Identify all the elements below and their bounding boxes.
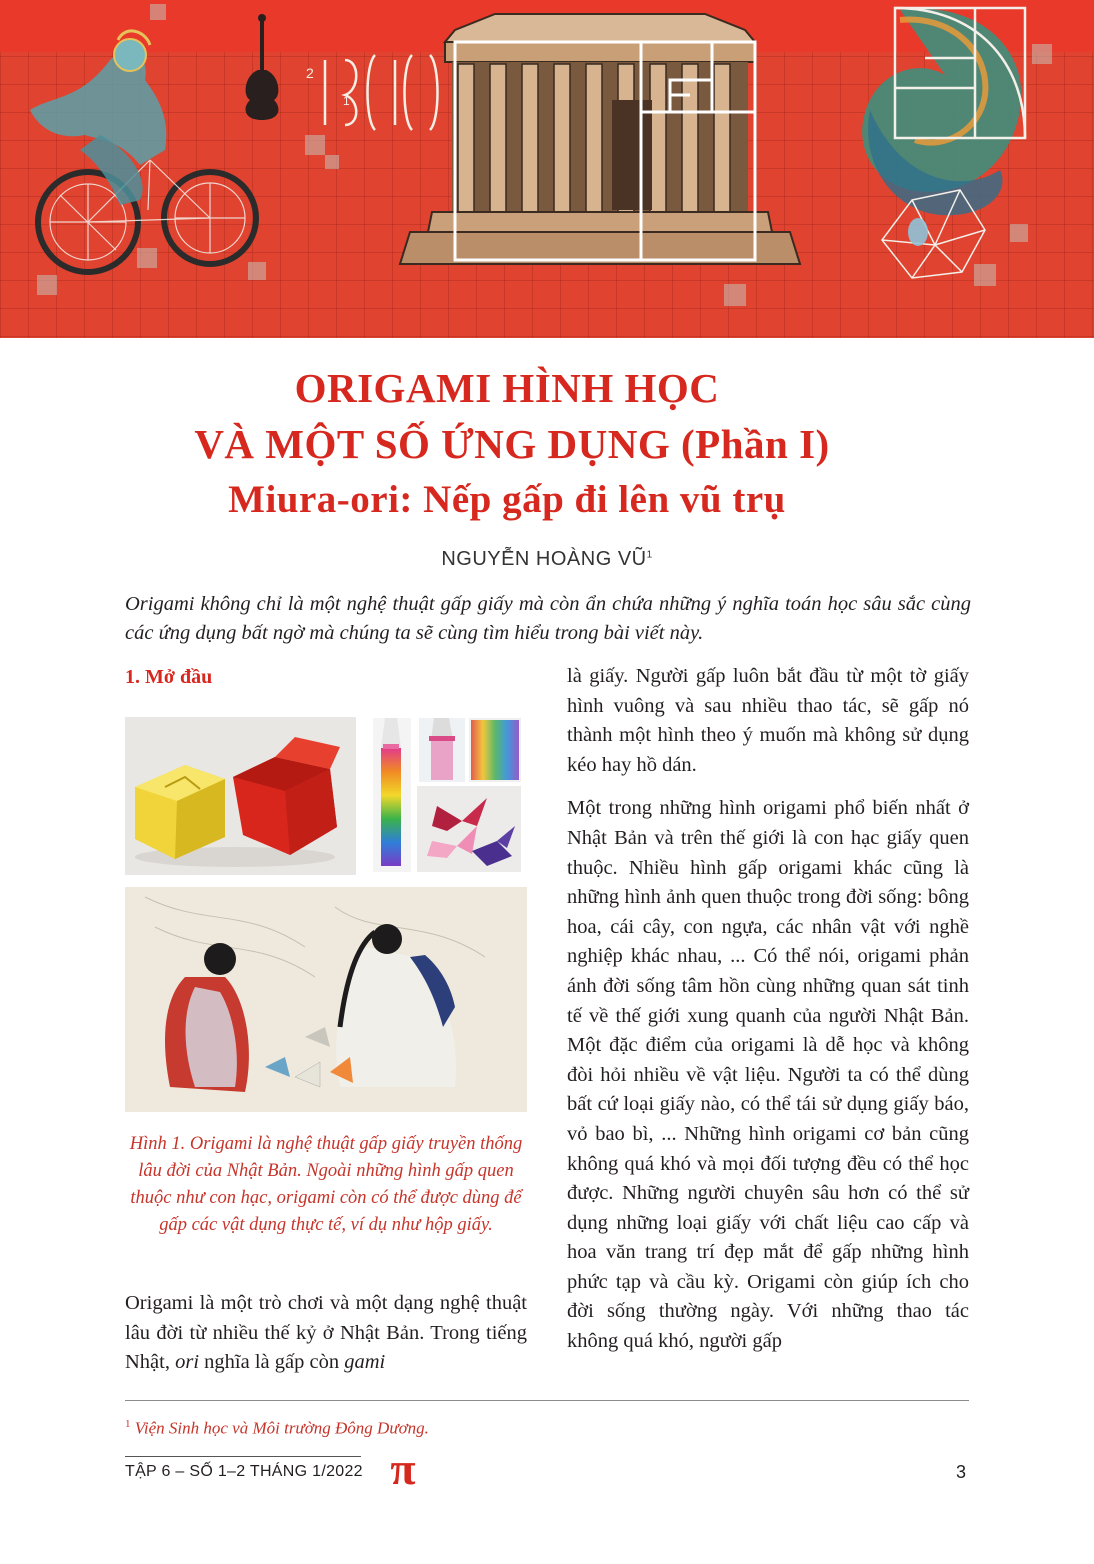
left-column bbox=[125, 662, 527, 692]
rainbow-cranes-photo bbox=[469, 718, 521, 782]
left-column-body bbox=[125, 1289, 527, 1378]
painting-girls-folding-cranes bbox=[125, 887, 527, 1112]
paper-cranes-photo bbox=[417, 786, 521, 872]
nautilus-shell-illustration bbox=[862, 8, 1025, 278]
cyclist-illustration bbox=[30, 31, 256, 272]
title-line-1: ORIGAMI HÌNH HỌC bbox=[294, 365, 720, 411]
footnote-mark: 1 bbox=[125, 1418, 131, 1430]
page-number: 3 bbox=[956, 1462, 967, 1482]
figure-caption: Hình 1. Origami là nghệ thuật gấp giấy truyền thống lâu đời của Nhật Bản. Ngoài những hình gấp quen thuộc như con hạc, origami còn có thể được dùng để gấp các vật dụng thực tế, ví dụ như hộp giấy. bbox=[129, 1134, 523, 1235]
paper-strips-photo bbox=[373, 718, 411, 872]
wrapped-paper-photo bbox=[419, 718, 465, 782]
author-name: NGUYỄN HOÀNG VŨ bbox=[441, 548, 647, 570]
article-title bbox=[0, 360, 1094, 528]
svg-text:2: 2 bbox=[306, 65, 314, 81]
paragraph-crane: Một trong những hình origami phổ biến nhất ở Nhật Bản và trên thế giới là con hạc giấy quen thuộc. Nhiều hình gấp origami khác cũng là những hình ảnh quen thuộc trong đời sống: bông hoa, cái cây, con ngựa, các nhân vật với nghề nghiệp khác nhau, ... Có thể nói, origami phản ánh đời sống tâm hồn cùng những quan sát tinh tế về thế giới xung quanh của người Nhật Bản. Một đặc điểm của origami là dễ học và không đòi hỏi nhiều về vật liệu. Người ta có thể dùng bất cứ loại giấy nào, có thể tái sử dụng giấy báo, vỏ bao bì, ... Những hình origami cơ bản cũng không quá khó và mọi đối tượng đều có thể học được. Những người chuyên sâu hơn có thể sử dụng những loại giấy với chất liệu cao cấp và hoa văn trang trí đẹp mắt để gấp những hình phức tạp và cầu kỳ. Origami còn giúp ích cho đời sống thường ngày. Với những thao tác không quá khó, người gấp bbox=[567, 797, 969, 1353]
footer-rule bbox=[125, 1456, 361, 1457]
paragraph-origami-intro: Origami là một trò chơi và một dạng nghệ thuật lâu đời từ nhiều thế kỷ ở Nhật Bản. Trong tiếng Nhật, ori nghĩa là gấp còn gami bbox=[125, 1292, 527, 1374]
paragraph-continuation: là giấy. Người gấp luôn bắt đầu từ một tờ giấy hình vuông và sau nhiều thao tác, sẽ gấp nó thành một hình theo ý muốn mà không sử dụng kéo hay hồ dán. bbox=[567, 665, 969, 776]
header-banner bbox=[0, 0, 1094, 338]
footnote-text: Viện Sinh học và Môi trường Đông Dương. bbox=[134, 1418, 429, 1438]
svg-text:1: 1 bbox=[343, 94, 350, 108]
parthenon-illustration bbox=[400, 14, 800, 264]
footnote-divider bbox=[125, 1400, 969, 1401]
svg-text:π: π bbox=[390, 1448, 416, 1490]
title-line-2: VÀ MỘT SỐ ỨNG DỤNG (Phần I) bbox=[194, 421, 830, 467]
origami-box-photo bbox=[125, 717, 356, 875]
footnote bbox=[125, 1418, 429, 1439]
author-byline bbox=[0, 548, 1094, 571]
pi-logo-icon bbox=[381, 1448, 425, 1490]
section-heading: 1. Mở đầu bbox=[125, 666, 213, 688]
issue-label: TẬP 6 – SỐ 1–2 THÁNG 1/2022 bbox=[125, 1463, 363, 1480]
subtitle: Miura-ori: Nếp gấp đi lên vũ trụ bbox=[228, 478, 786, 521]
double-bass-illustration bbox=[246, 14, 279, 120]
banner-illustration bbox=[0, 0, 1094, 338]
author-footnote-mark: 1 bbox=[646, 549, 653, 561]
right-column bbox=[567, 662, 969, 1357]
lead-paragraph: Origami không chỉ là một nghệ thuật gấp giấy mà còn ẩn chứa những ý nghĩa toán học sâu sắc cùng các ứng dụng bất ngờ mà chúng ta sẽ cùng tìm hiểu trong bài viết này. bbox=[125, 593, 971, 644]
music-notation bbox=[325, 55, 438, 130]
